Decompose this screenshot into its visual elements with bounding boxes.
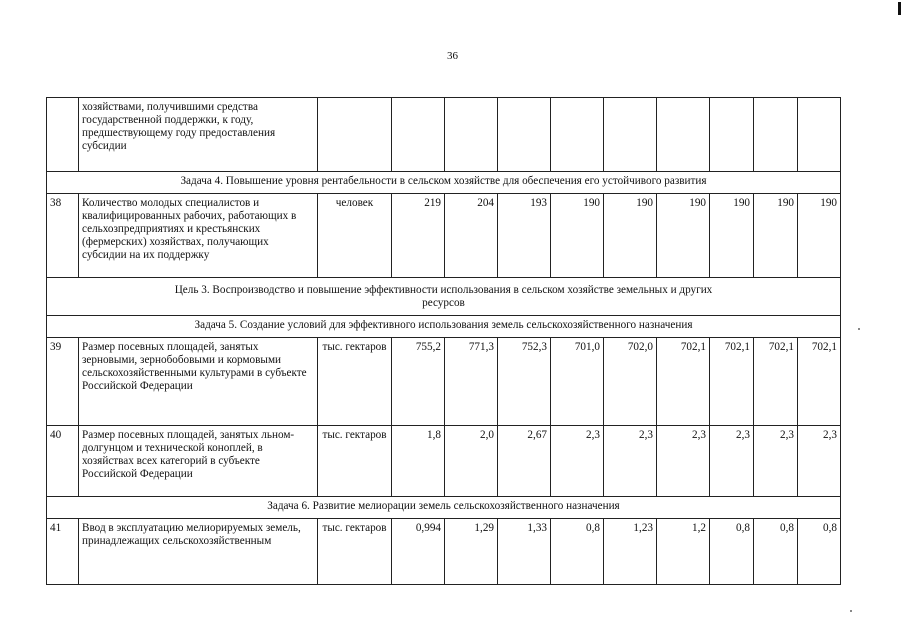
row-number: 39 (47, 338, 79, 426)
task-heading: Задача 6. Развитие мелиорации земель сельскохозяйственного назначения (47, 497, 841, 519)
value-cell: 702,1 (710, 338, 754, 426)
value-cell: 0,994 (392, 519, 445, 585)
value-cell: 0,8 (710, 519, 754, 585)
value-cell: 702,1 (754, 338, 798, 426)
indicator-name: хозяйствами, получившими средства государственной поддержки, к году, предшествующему году предоставления субсидии (79, 98, 318, 172)
task-heading: Задача 4. Повышение уровня рентабельности в сельском хозяйстве для обеспечения его устойчивого развития (47, 172, 841, 194)
section-row (47, 278, 841, 316)
unit-cell: тыс. гектаров (318, 519, 392, 585)
unit-cell: тыс. гектаров (318, 338, 392, 426)
table-row (47, 519, 841, 585)
section-row (47, 497, 841, 519)
indicator-name: Размер посевных площадей, занятых льном-долгунцом и технической коноплей, в хозяйствах всех категорий в субъекте Российской Федерации (79, 426, 318, 497)
value-cell: 1,23 (604, 519, 657, 585)
value-cell (445, 98, 498, 172)
task-heading: Задача 5. Создание условий для эффективного использования земель сельскохозяйственного назначения (47, 316, 841, 338)
value-cell: 190 (798, 194, 841, 278)
scan-speck (850, 610, 852, 612)
goal-heading-text: Цель 3. Воспроизводство и повышение эффективности использования в сельском хозяйстве земельных и других ресурсов (174, 284, 713, 309)
value-cell (798, 98, 841, 172)
value-cell (551, 98, 604, 172)
value-cell: 771,3 (445, 338, 498, 426)
table-row (47, 426, 841, 497)
value-cell: 219 (392, 194, 445, 278)
value-cell: 0,8 (798, 519, 841, 585)
value-cell: 193 (498, 194, 551, 278)
value-cell (710, 98, 754, 172)
unit-cell: тыс. гектаров (318, 426, 392, 497)
row-number: 40 (47, 426, 79, 497)
value-cell: 1,29 (445, 519, 498, 585)
table-row (47, 338, 841, 426)
value-cell: 2,3 (710, 426, 754, 497)
value-cell: 2,3 (657, 426, 710, 497)
value-cell: 2,3 (551, 426, 604, 497)
value-cell: 2,0 (445, 426, 498, 497)
value-cell (604, 98, 657, 172)
value-cell: 190 (604, 194, 657, 278)
value-cell: 190 (551, 194, 604, 278)
value-cell (754, 98, 798, 172)
value-cell: 2,3 (798, 426, 841, 497)
value-cell: 701,0 (551, 338, 604, 426)
table-row (47, 98, 841, 172)
value-cell: 2,3 (604, 426, 657, 497)
row-number: 41 (47, 519, 79, 585)
table-row (47, 194, 841, 278)
value-cell (498, 98, 551, 172)
value-cell: 2,3 (754, 426, 798, 497)
value-cell: 190 (657, 194, 710, 278)
value-cell: 702,0 (604, 338, 657, 426)
row-number: 38 (47, 194, 79, 278)
value-cell: 755,2 (392, 338, 445, 426)
value-cell: 1,33 (498, 519, 551, 585)
value-cell: 0,8 (551, 519, 604, 585)
goal-heading (47, 278, 841, 316)
value-cell: 702,1 (798, 338, 841, 426)
value-cell (657, 98, 710, 172)
unit-cell: человек (318, 194, 392, 278)
indicators-table (46, 97, 841, 585)
section-row (47, 316, 841, 338)
row-number (47, 98, 79, 172)
scan-speck (858, 328, 860, 330)
value-cell: 702,1 (657, 338, 710, 426)
unit-cell (318, 98, 392, 172)
section-row (47, 172, 841, 194)
page-number: 36 (447, 50, 458, 62)
indicator-name: Ввод в эксплуатацию мелиорируемых земель, принадлежащих сельскохозяйственным (79, 519, 318, 585)
value-cell: 752,3 (498, 338, 551, 426)
value-cell: 0,8 (754, 519, 798, 585)
page-edge-mark (898, 2, 901, 15)
value-cell: 190 (754, 194, 798, 278)
value-cell: 2,67 (498, 426, 551, 497)
value-cell: 204 (445, 194, 498, 278)
value-cell: 1,8 (392, 426, 445, 497)
value-cell: 190 (710, 194, 754, 278)
indicator-name: Размер посевных площадей, занятых зерновыми, зернобобовыми и кормовыми сельскохозяйственными культурами в субъекте Российской Федерации (79, 338, 318, 426)
value-cell (392, 98, 445, 172)
indicator-name: Количество молодых специалистов и квалифицированных рабочих, работающих в сельхозпредприятиях и крестьянских (фермерских) хозяйствах, получающих субсидии на их поддержку (79, 194, 318, 278)
value-cell: 1,2 (657, 519, 710, 585)
